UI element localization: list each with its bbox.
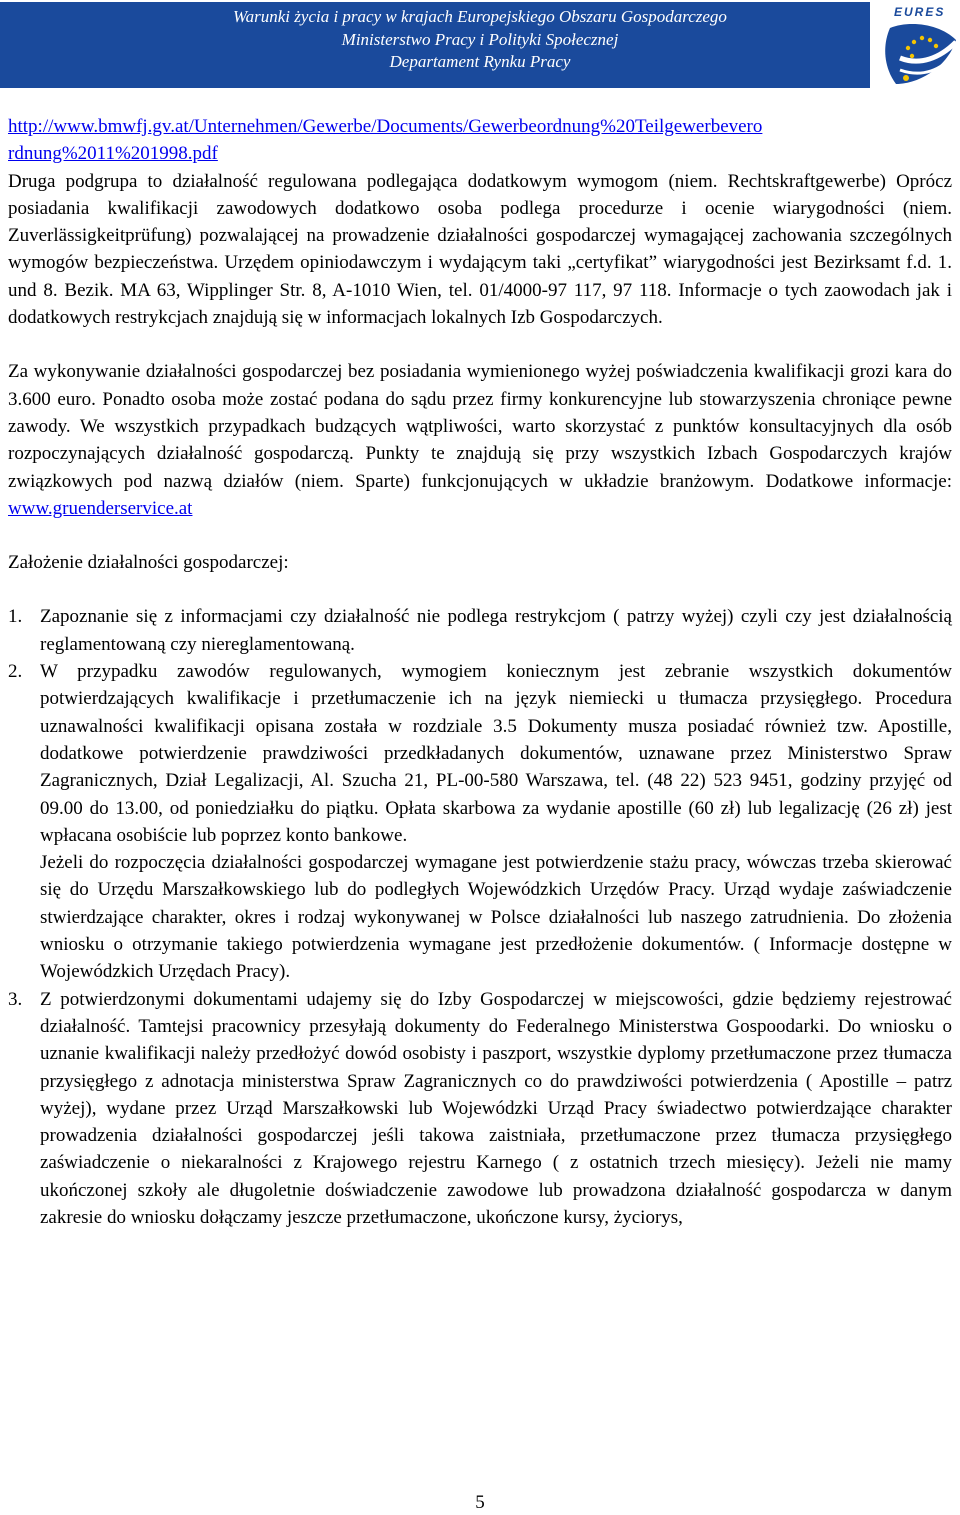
list-item-paragraph: Z potwierdzonymi dokumentami udajemy się do Izby Gospodarczej w miejscowości, gdzie będziemy rejestrować działalność. Tamtejsi pracownicy przesyłają dokumenty do Federalnego Ministerstwa Gospoodarki. Do wniosku o uznanie kwalifikacji należy przedłożyć dowód osobisty i paszport, wszystkie dyplomy przetłumaczone przez tłumacza przysięgłego z adnotacja ministerstwa Spraw Zagranicznych co do prawdziwości potwierdzenia ( Apostille – patrz wyżej), wydane przez Urząd Marszałkowski lub Wojewódzki Urząd Pracy świadectwo potwierdzające charakter prowadzenia działalności gospodarczej jeśli takowa zaistniała, przetłumaczone przez tłumacza przysięgłego zaświadczenie o niekaralności z Krajowego rejestru Karnego ( z ostatnich trzech miesięcy). Jeżeli nie mamy ukończonej szkoły ale długoletnie doświadczenie zawodowe lub prowadzona działalność gospodarcza w danym zakresie do wniosku dołączamy jeszcze przetłumaczone, ukończone kursy, życiorys, (40, 988, 952, 1228)
list-item (8, 603, 952, 658)
eures-logo-text: EURES (894, 5, 946, 19)
list-item-paragraph: Jeżeli do rozpoczęcia działalności gospodarczej wymagane jest potwierdzenie stażu pracy, wówczas trzeba skierować się do Urzędu Marszałkowskiego lub do podległych Wojewódzkich Urzędów Pracy. Urząd wydaje zaświadczenie stwierdzające charakter, okres i rodzaj wykonywanej w Polsce działalności lub naszego zatrudnienia. Do złożenia wniosku o otrzymanie takiego potwierdzenia wymagane jest przedłożenie dokumentów. ( Informacje dostępne w Wojewódzkich Urzędach Pracy). (40, 852, 952, 983)
section-heading: Założenie działalności gospodarczej: (8, 552, 289, 574)
header-line-conditions: Warunki życia i pracy w krajach Europejskiego Obszaru Gospodarczego (233, 7, 727, 26)
paragraph-penalty-text: Za wykonywanie działalności gospodarczej bez posiadania wymienionego wyżej poświadczenia kwalifikacji grozi kara do 3.600 euro. Ponadto osoba może zostać podana do sądu przez firmy konkurencyjne lub stowarzyszenia chroniące pewne zawody. We wszystkich przypadkach budzących wątpliwości, warto skorzystać z punktów konsultacyjnych dla osób rozpoczynających działalność gospodarczą. Punkty te znajdują się przy wszystkich Izbach Gospodarczych krajów związkowych pod nazwą działów (niem. Sparte) funkcjonujących w układzie branżowym. (8, 361, 952, 492)
list-item-number: 2. (8, 661, 23, 683)
paragraph-penalty (8, 358, 952, 522)
paragraph-second-subgroup: Druga podgrupa to działalność regulowana podlegająca dodatkowym wymogom (niem. Rechtskraftgewerbe) Oprócz posiadania kwalifikacji zawodowych dodatkowo osoba podlega procedurze i ocenie wiarygodności (niem. Zuverlässigkeitprüfung) pozwalającej na prowadzenie działalności gospodarczej wymagającej zachowania szczególnych wymogów bezpieczeństwa. Urzędem opiniodawczym i wydającym taki „certyfikat” wiarygodności jest Bezirksamt f.d. 1. und 8. Bezik. MA 63, Wipplinger Str. 8, A-1010 Wien, tel. 01/4000-97 117, 97 118. Informacje o tych zaowodach jak i dodatkowych restrykcjach znajdują się w informacjach lokalnych Izb Gospodarczych. (8, 170, 952, 329)
page-number: 5 (475, 1492, 485, 1513)
header-line-department: Departament Rynku Pracy (389, 52, 571, 71)
spacer (8, 331, 952, 358)
spacer (8, 576, 952, 603)
source-link-line2[interactable]: rdnung%2011%201998.pdf (8, 143, 218, 165)
additional-info-prefix: Dodatkowe informacje: (765, 470, 953, 492)
gruenderservice-link[interactable]: www.gruenderservice.at (8, 497, 193, 519)
spacer (8, 522, 952, 549)
source-link-line1[interactable]: http://www.bmwfj.gv.at/Unternehmen/Gewerbe/Documents/Gewerbeordnung%20Teilgewerbevero (8, 116, 763, 137)
list-item-paragraph: Zapoznanie się z informacjami czy działalność nie podlega restrykcjom ( patrzy wyżej) czyli czy jest działalnością reglamentowaną czy niereglamentowaną. (40, 606, 952, 655)
eures-logo (870, 2, 960, 88)
steps-list (8, 603, 952, 1231)
eures-logo-icon (870, 18, 960, 88)
list-item-number: 1. (8, 606, 23, 628)
list-item (8, 658, 952, 986)
list-item (8, 986, 952, 1232)
header-text (150, 6, 810, 74)
header-band (0, 2, 960, 88)
source-link[interactable] (8, 113, 952, 168)
document-body (8, 113, 952, 1231)
list-item-paragraph: W przypadku zawodów regulowanych, wymogiem koniecznym jest zebranie wszystkich dokumentów potwierdzających kwalifikacje i przetłumaczenie ich na język niemiecki u tłumacza przysięgłego. Procedura uznawalności kwalifikacji opisana została w rozdziale 3.5 Dokumenty musza posiadać również tzw. Apostille, dodatkowe potwierdzenie prawdziwości przedkładanych dokumentów, uznawane przez Ministerstwo Spraw Zagranicznych, Dział Legalizacji, Al. Szucha 21, PL-00-580 Warszawa, tel. (48 22) 523 9451, godziny przyjęć od 09.00 do 13.00, od poniedziałku do piątku. Opłata skarbowa za wydanie apostille (60 zł) lub legalizację (26 zł) jest wpłacana osobiście lub poprzez konto bankowe. (40, 661, 952, 846)
list-item-number: 3. (8, 988, 23, 1010)
header-line-ministry: Ministerstwo Pracy i Polityki Społecznej (341, 29, 619, 49)
